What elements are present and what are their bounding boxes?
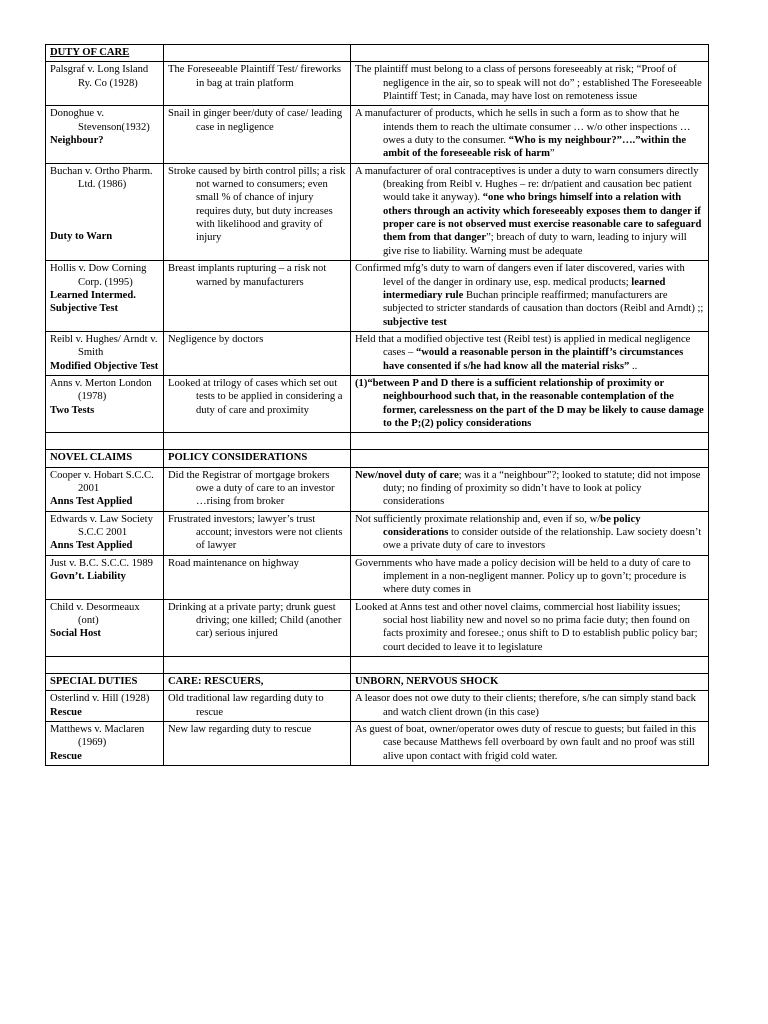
- case-name: Child v. Desormeaux (ont): [50, 601, 140, 627]
- section-title: SPECIAL DUTIES: [46, 674, 164, 691]
- section-subtitle: CARE: RESCUERS,: [164, 674, 351, 691]
- facts-cell: [164, 511, 351, 555]
- facts-cell: [164, 722, 351, 766]
- case-label: Two Tests: [50, 404, 95, 416]
- case-cell: [46, 331, 164, 375]
- case-label: Anns Test Applied: [50, 496, 133, 508]
- holding-cell: [351, 261, 709, 332]
- case-cell: [46, 722, 164, 766]
- case-name: Osterlind v. Hill (1928): [50, 693, 150, 705]
- case-notes-table: [45, 44, 709, 766]
- holding-cell: [351, 62, 709, 106]
- facts-cell: [164, 261, 351, 332]
- case-label: Govn’t. Liability: [50, 571, 126, 583]
- case-cell: [46, 62, 164, 106]
- facts-cell: [164, 62, 351, 106]
- facts-cell: [164, 331, 351, 375]
- holding-text: (1)“between P and D there is a sufficient relationship of proximity or neighbourhood such that, in the reasonable contemplation of the former, carelessness on the part of the D may be likely to cause damage to the P;(2) policy considerations: [355, 377, 704, 429]
- facts-cell: [164, 163, 351, 260]
- case-name: Edwards v. Law Society S.C.C 2001: [50, 513, 153, 538]
- facts-cell: [164, 599, 351, 656]
- holding-text: Confirmed mfg’s duty to warn of dangers even if later discovered, varies with level of the danger in ordinary use, esp. medical products; learned intermediary rule Buchan principle reaffirmed; manufacturers are subjected to stricter standards of causation than doctors (Reibl and Arndt) ;; subjective test: [355, 263, 704, 328]
- section-title: DUTY OF CARE: [46, 45, 164, 62]
- table-row: [46, 722, 709, 766]
- case-cell: [46, 261, 164, 332]
- facts-text: Road maintenance on highway: [168, 557, 299, 569]
- section-title: NOVEL CLAIMS: [46, 450, 164, 467]
- section-header-novel-claims: [46, 450, 709, 467]
- holding-cell: [351, 691, 709, 722]
- section-col3: [351, 450, 709, 467]
- holding-cell: [351, 331, 709, 375]
- case-label: Rescue: [50, 706, 82, 718]
- section-col2: [164, 45, 351, 62]
- facts-text: The Foreseeable Plaintiff Test/ fireworks in bag at train platform: [168, 64, 342, 89]
- holding-cell: [351, 722, 709, 766]
- facts-text: Drinking at a private party; drunk guest driving; one killed; Child (another car) serious injured: [168, 601, 342, 640]
- section-subtitle: POLICY CONSIDERATIONS: [164, 450, 351, 467]
- facts-text: Did the Registrar of mortgage brokers owe a duty of care to an investor …rising from broker: [168, 469, 335, 508]
- case-cell: [46, 467, 164, 511]
- table-row: [46, 467, 709, 511]
- table-row: [46, 62, 709, 106]
- case-name: Buchan v. Ortho Pharm. Ltd. (1986): [50, 165, 153, 191]
- case-cell: [46, 163, 164, 260]
- case-cell: [46, 511, 164, 555]
- case-label: Social Host: [50, 628, 101, 640]
- table-row: [46, 331, 709, 375]
- facts-cell: [164, 555, 351, 599]
- facts-text: Looked at trilogy of cases which set out tests to be applied in considering a duty of care and proximity: [168, 377, 343, 416]
- case-cell: [46, 599, 164, 656]
- facts-text: Breast implants rupturing – a risk not warned by manufacturers: [168, 263, 327, 288]
- case-name: Matthews v. Maclaren (1969): [50, 724, 145, 749]
- table-row: [46, 106, 709, 163]
- case-label: Duty to Warn: [50, 231, 113, 243]
- facts-cell: [164, 106, 351, 163]
- facts-cell: [164, 375, 351, 432]
- facts-text: Frustrated investors; lawyer’s trust account; investors were not clients of lawyer: [168, 513, 343, 552]
- facts-text: Stroke caused by birth control pills; a risk not warned to consumers; even small % of chance of injury requires duty, but duty increases with likelihood and gravity of injury: [168, 165, 346, 244]
- case-cell: [46, 691, 164, 722]
- section-subtitle-2: UNBORN, NERVOUS SHOCK: [351, 674, 709, 691]
- case-name: Hollis v. Dow Corning Corp. (1995): [50, 263, 147, 288]
- table-row: [46, 511, 709, 555]
- holding-cell: [351, 511, 709, 555]
- table-row: [46, 691, 709, 722]
- case-name: Palsgraf v. Long Island Ry. Co (1928): [50, 64, 149, 89]
- case-label: Rescue: [50, 750, 82, 762]
- holding-cell: [351, 555, 709, 599]
- case-cell: [46, 106, 164, 163]
- holding-text: Looked at Anns test and other novel claims, commercial host liability issues; social host liability new and novel so no prima facie duty; then found on facts proximity and foresee.; onus shift to D to establish public policy bar; court decided to leave it to legislature: [355, 601, 698, 653]
- case-label: Neighbour?: [50, 135, 104, 147]
- spacer-row: [46, 657, 709, 674]
- table-row: [46, 163, 709, 260]
- case-name: Reibl v. Hughes/ Arndt v. Smith: [50, 333, 158, 359]
- case-label: Modified Objective Test: [50, 360, 159, 372]
- holding-text: A manufacturer of oral contraceptives is under a duty to warn consumers directly (breaking from Reibl v. Hughes – re: dr/patient and causation bec patient would take it anyway). “one who brings himself into a relation with others through an activity which foreseeably exposes them to danger if proper care is not observed must exercise reasonable care to safeguard them from that danger”; breach of duty to warn, leading to injury will give rise to liability. Warning must be adequate: [355, 165, 702, 257]
- facts-text: Negligence by doctors: [168, 333, 264, 345]
- case-name: Cooper v. Hobart S.C.C. 2001: [50, 469, 154, 494]
- holding-text: Not sufficiently proximate relationship and, even if so, w/be policy considerations to consider outside of the relationship. Law society doesn’t owe a private duty of care to investors: [355, 513, 702, 552]
- facts-cell: [164, 691, 351, 722]
- section-col3: [351, 45, 709, 62]
- holding-text: New/novel duty of care; was it a “neighbour”?; looked to statute; did not impose duty; no finding of proximity so didn’t have to look at policy considerations: [355, 469, 701, 508]
- holding-text: Held that a modified objective test (Reibl test) is applied in medical negligence cases – “would a reasonable person in the plaintiff’s circumstances have consented if s/he had know all the material risks” ..: [355, 333, 691, 372]
- facts-text: Old traditional law regarding duty to rescue: [168, 693, 324, 718]
- holding-text: As guest of boat, owner/operator owes duty of rescue to guests; but failed in this case because Matthews fell overboard by own fault and no proof was still alive upon contact with frigid cold water.: [355, 724, 696, 762]
- holding-cell: [351, 163, 709, 260]
- section-header-special-duties: [46, 674, 709, 691]
- case-cell: [46, 375, 164, 432]
- facts-cell: [164, 467, 351, 511]
- table-row: [46, 261, 709, 332]
- holding-text: A leasor does not owe duty to their clients; therefore, s/he can simply stand back and watch client drown (in this case): [355, 693, 696, 718]
- holding-text: A manufacturer of products, which he sells in such a form as to show that he intends them to reach the ultimate consumer … w/o other inspections … owes a duty to the consumer. “Who is my neighbour?”….”within the ambit of the foreseeable risk of harm”: [355, 108, 691, 160]
- case-label: Anns Test Applied: [50, 540, 133, 552]
- holding-cell: [351, 467, 709, 511]
- facts-text: Snail in ginger beer/duty of case/ leading case in negligence: [168, 108, 343, 133]
- case-name: Anns v. Merton London (1978): [50, 377, 152, 403]
- case-name: Donoghue v. Stevenson(1932): [50, 108, 150, 133]
- table-row: [46, 375, 709, 432]
- spacer-row: [46, 433, 709, 450]
- holding-text: Governments who have made a policy decision will be held to a duty of care to implement in a non-negligent manner. Policy up to govn’t; procedure is where duty comes in: [355, 557, 691, 596]
- case-cell: [46, 555, 164, 599]
- holding-cell: [351, 106, 709, 163]
- holding-text: The plaintiff must belong to a class of persons foreseeably at risk; “Proof of negligence in the air, so to speak will not do” ; established The Foreseeable Plaintiff Test; in Canada, may have lost on remoteness issue: [355, 64, 702, 103]
- facts-text: New law regarding duty to rescue: [168, 724, 312, 736]
- table-row: [46, 599, 709, 656]
- case-name: Just v. B.C. S.C.C. 1989: [50, 557, 153, 569]
- holding-cell: [351, 599, 709, 656]
- case-label: Learned Intermed. Subjective Test: [50, 289, 136, 315]
- section-header-duty-of-care: [46, 45, 709, 62]
- holding-cell: [351, 375, 709, 432]
- table-row: [46, 555, 709, 599]
